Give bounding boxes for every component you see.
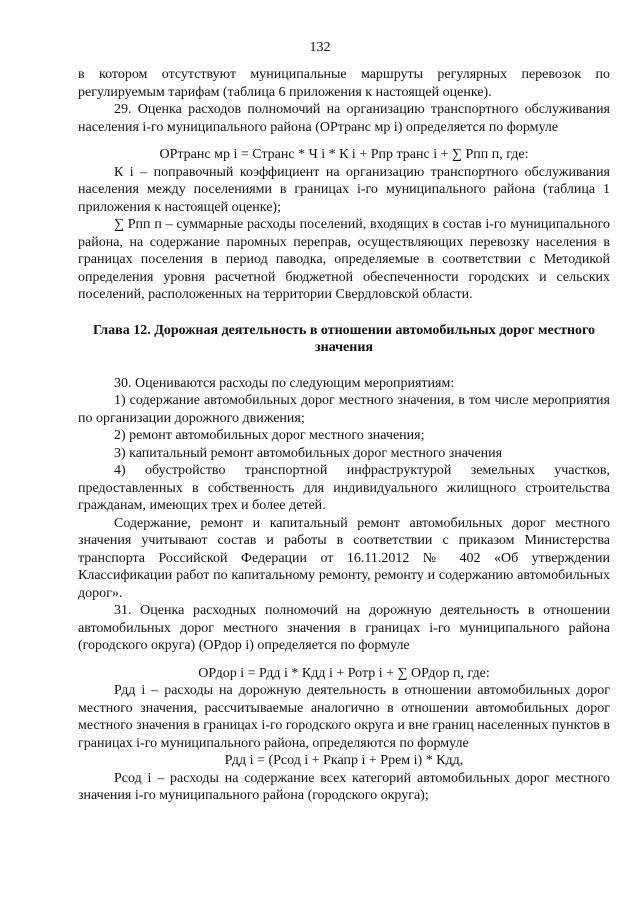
paragraph-rpp-definition: ∑ Рпп п – суммарные расходы поселений, входящих в состав i-го муниципального района, на содержание паромных переправ, осуществляющих перевозку населения в границах поселения в период паводка, определяемые в соответствии с Методикой определения уровня расчетной бюджетной обеспеченности городских и сельских поселений, расположенных на территории Свердловской области.: [78, 217, 610, 302]
paragraph-29: 29. Оценка расходов полномочий на организацию транспортного обслуживания населения i-го муниципального района (ОРтранс мр i) определяется по формуле: [78, 102, 610, 135]
paragraph-maintenance: Содержание, ремонт и капитальный ремонт автомобильных дорог местного значения учитывают состав и работы в соответствии с приказом Министерства транспорта Российской Федерации от 16.11.2012 № 402 «Об утверждении Классификации работ по капитальному ремонту, ремонту и содержанию автомобильных дорог».: [78, 515, 610, 601]
list-item-3: 3) капитальный ремонт автомобильных дорог местного значения: [114, 445, 503, 461]
formula-transport: ОРтранс мр i = Странс * Ч i * К i + Рпр транс i + ∑ Рпп п, где:: [159, 147, 529, 162]
paragraph-rdd-definition: Рдд i – расходы на дорожную деятельность в отношении автомобильных дорог местного значения, рассчитываемые аналогично в отношении автомобильных дорог местного значения в границах i-го городского округа и вне границ населенных пунктов в границах i-го муниципального района, определяются по формуле: [78, 683, 610, 751]
paragraph-k-definition: К i – поправочный коэффициент на организацию транспортного обслуживания населения между поселениями в границах i-го муниципального района (таблица 1 приложения к настоящей оценке);: [78, 164, 610, 215]
paragraph-continuation: в котором отсутствуют муниципальные маршруты регулярных перевозок по регулируемым тарифам (таблица 6 приложения к настоящей оценке).: [78, 67, 610, 100]
list-item-4: 4) обустройство транспортной инфраструктурой земельных участков, предоставленных в собственность для индивидуального жилищного строительства гражданам, имеющих трех и более детей.: [78, 463, 610, 513]
paragraph-30: 30. Оцениваются расходы по следующим мероприятиям:: [114, 375, 455, 391]
formula-road: ОРдор i = Рдд i * Кдд i + Ротр i + ∑ ОРдор п, где:: [198, 665, 490, 681]
formula-rdd: Рдд i = (Рсод i + Ркапр i + Ррем i) * Кдд,: [224, 753, 464, 768]
document-body: [78, 66, 610, 805]
paragraph-31: 31. Оценка расходных полномочий на дорожную деятельность в отношении автомобильных дорог местного значения в границах i-го муниципального района (городского округа) (ОРдор i) определяется по формуле: [78, 603, 610, 653]
chapter-12-title: Глава 12. Дорожная деятельность в отношении автомобильных дорог местного значения: [92, 322, 596, 355]
page-number: 132: [309, 40, 331, 55]
list-item-1: 1) содержание автомобильных дорог местного значения, в том числе мероприятия по организации дорожного движения;: [78, 393, 610, 426]
paragraph-rsod-definition: Рсод i – расходы на содержание всех категорий автомобильных дорог местного значения i-го муниципального района (городского округа);: [78, 770, 610, 803]
list-item-2: 2) ремонт автомобильных дорог местного значения;: [114, 428, 425, 443]
